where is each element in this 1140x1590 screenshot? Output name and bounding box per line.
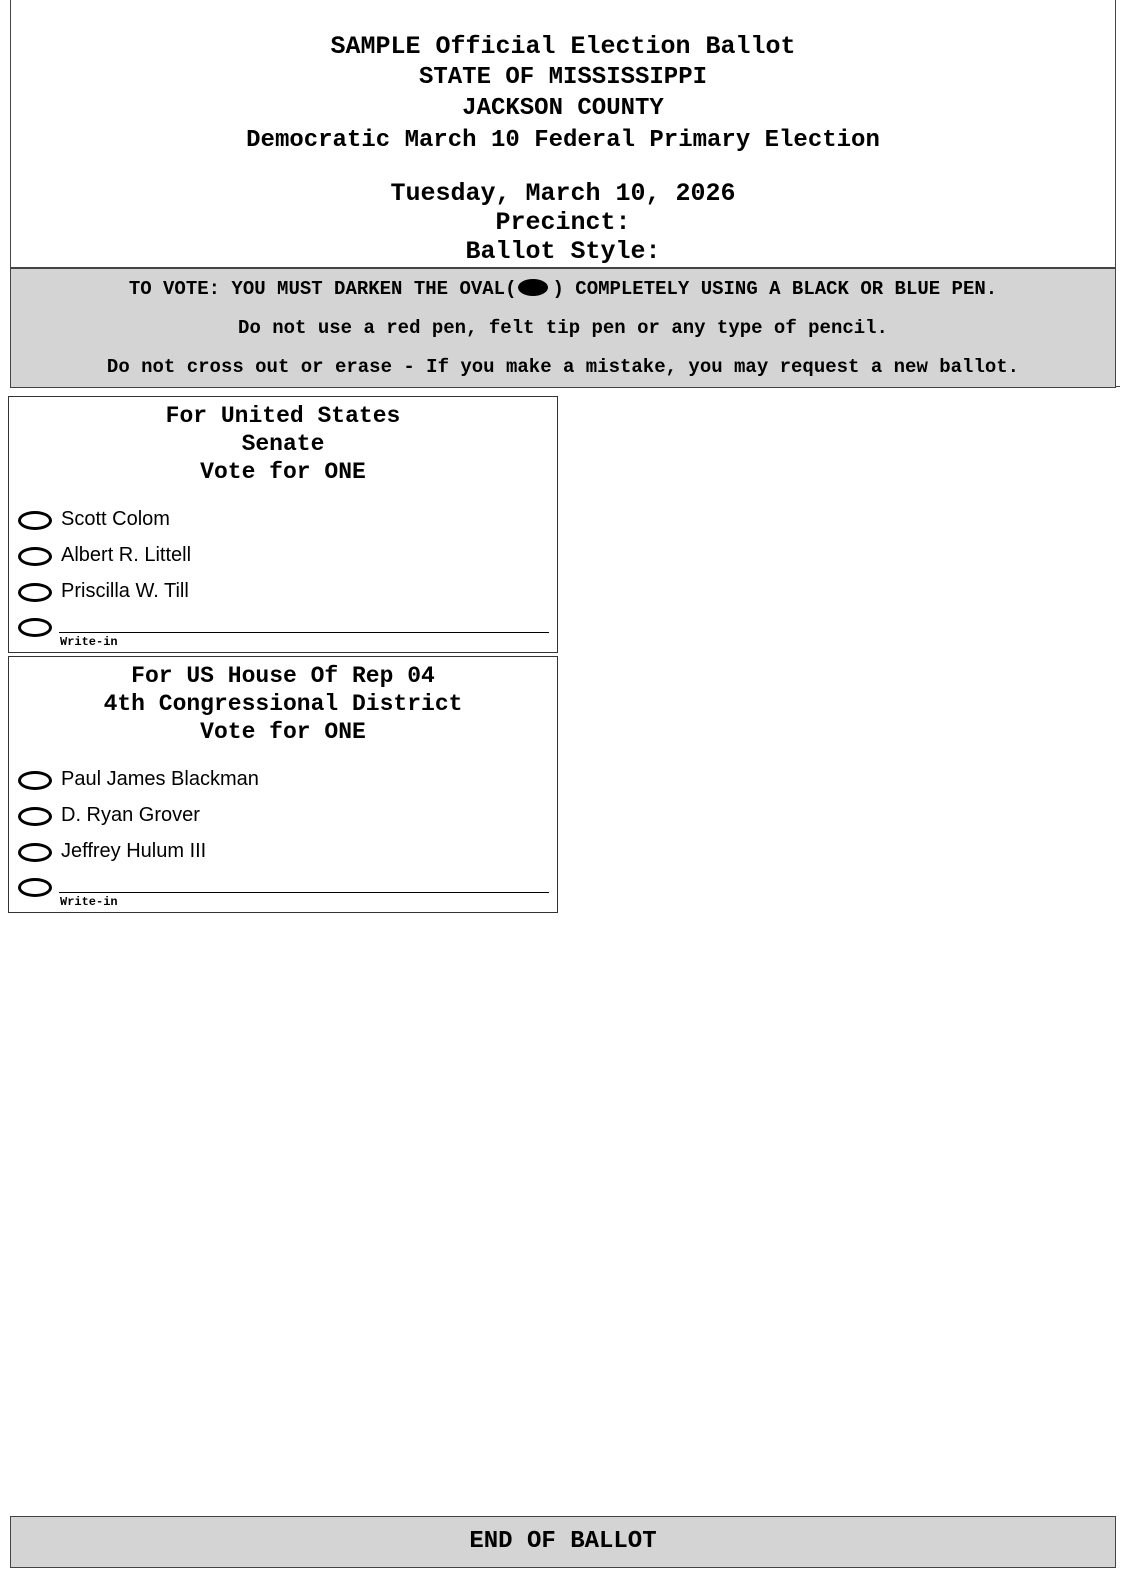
contest-title-line-1: For US House Of Rep 04 (131, 663, 435, 689)
write-in-label: Write-in (60, 895, 118, 909)
write-in-label: Write-in (60, 635, 118, 649)
write-in-line[interactable] (59, 892, 549, 893)
candidate-name: Jeffrey Hulum III (61, 840, 207, 862)
election-name: Democratic March 10 Federal Primary Election (246, 127, 880, 154)
edge-tick (1116, 386, 1120, 387)
candidate-name: Paul James Blackman (61, 768, 259, 790)
county-name: JACKSON COUNTY (462, 95, 664, 122)
ballot-style-label: Ballot Style: (465, 237, 661, 266)
instruction-line-1 (11, 278, 1115, 300)
voting-instructions (10, 268, 1116, 388)
vote-oval-albert-littell[interactable] (18, 547, 52, 566)
candidate-name: Scott Colom (61, 508, 170, 530)
vote-oval-ryan-grover[interactable] (18, 807, 52, 826)
ballot-title: SAMPLE Official Election Ballot (330, 32, 796, 61)
contest-us-senate (8, 396, 558, 653)
vote-for-instruction: Vote for ONE (200, 459, 366, 485)
instruction-line-3: Do not cross out or erase - If you make a mistake, you may request a new ballot. (106, 356, 1020, 378)
vote-oval-write-in[interactable] (18, 618, 52, 637)
vote-for-instruction: Vote for ONE (200, 719, 366, 745)
contest-title-line-2: Senate (241, 431, 325, 457)
precinct-label: Precinct: (495, 208, 631, 237)
candidate-name: Priscilla W. Till (61, 580, 189, 602)
vote-oval-priscilla-till[interactable] (18, 583, 52, 602)
end-of-ballot-banner: END OF BALLOT (10, 1516, 1116, 1568)
instruction-line-1-start: TO VOTE: YOU MUST DARKEN THE OVAL( (128, 278, 517, 300)
contest-title-line-1: For United States (165, 403, 401, 429)
filled-oval-icon (518, 279, 548, 296)
vote-oval-paul-blackman[interactable] (18, 771, 52, 790)
write-in-line[interactable] (59, 632, 549, 633)
candidate-name: D. Ryan Grover (61, 804, 200, 826)
vote-oval-scott-colom[interactable] (18, 511, 52, 530)
contest-title-line-2: 4th Congressional District (103, 691, 463, 717)
contest-us-house (8, 656, 558, 913)
instruction-line-2: Do not use a red pen, felt tip pen or any type of pencil. (238, 317, 888, 339)
vote-oval-jeffrey-hulum[interactable] (18, 843, 52, 862)
state-name: STATE OF MISSISSIPPI (418, 64, 708, 91)
vote-oval-write-in[interactable] (18, 878, 52, 897)
ballot-header (10, 0, 1116, 268)
election-date: Tuesday, March 10, 2026 (390, 179, 736, 208)
candidate-name: Albert R. Littell (61, 544, 192, 566)
instruction-line-1-end: ) COMPLETELY USING A BLACK OR BLUE PEN. (552, 278, 998, 300)
